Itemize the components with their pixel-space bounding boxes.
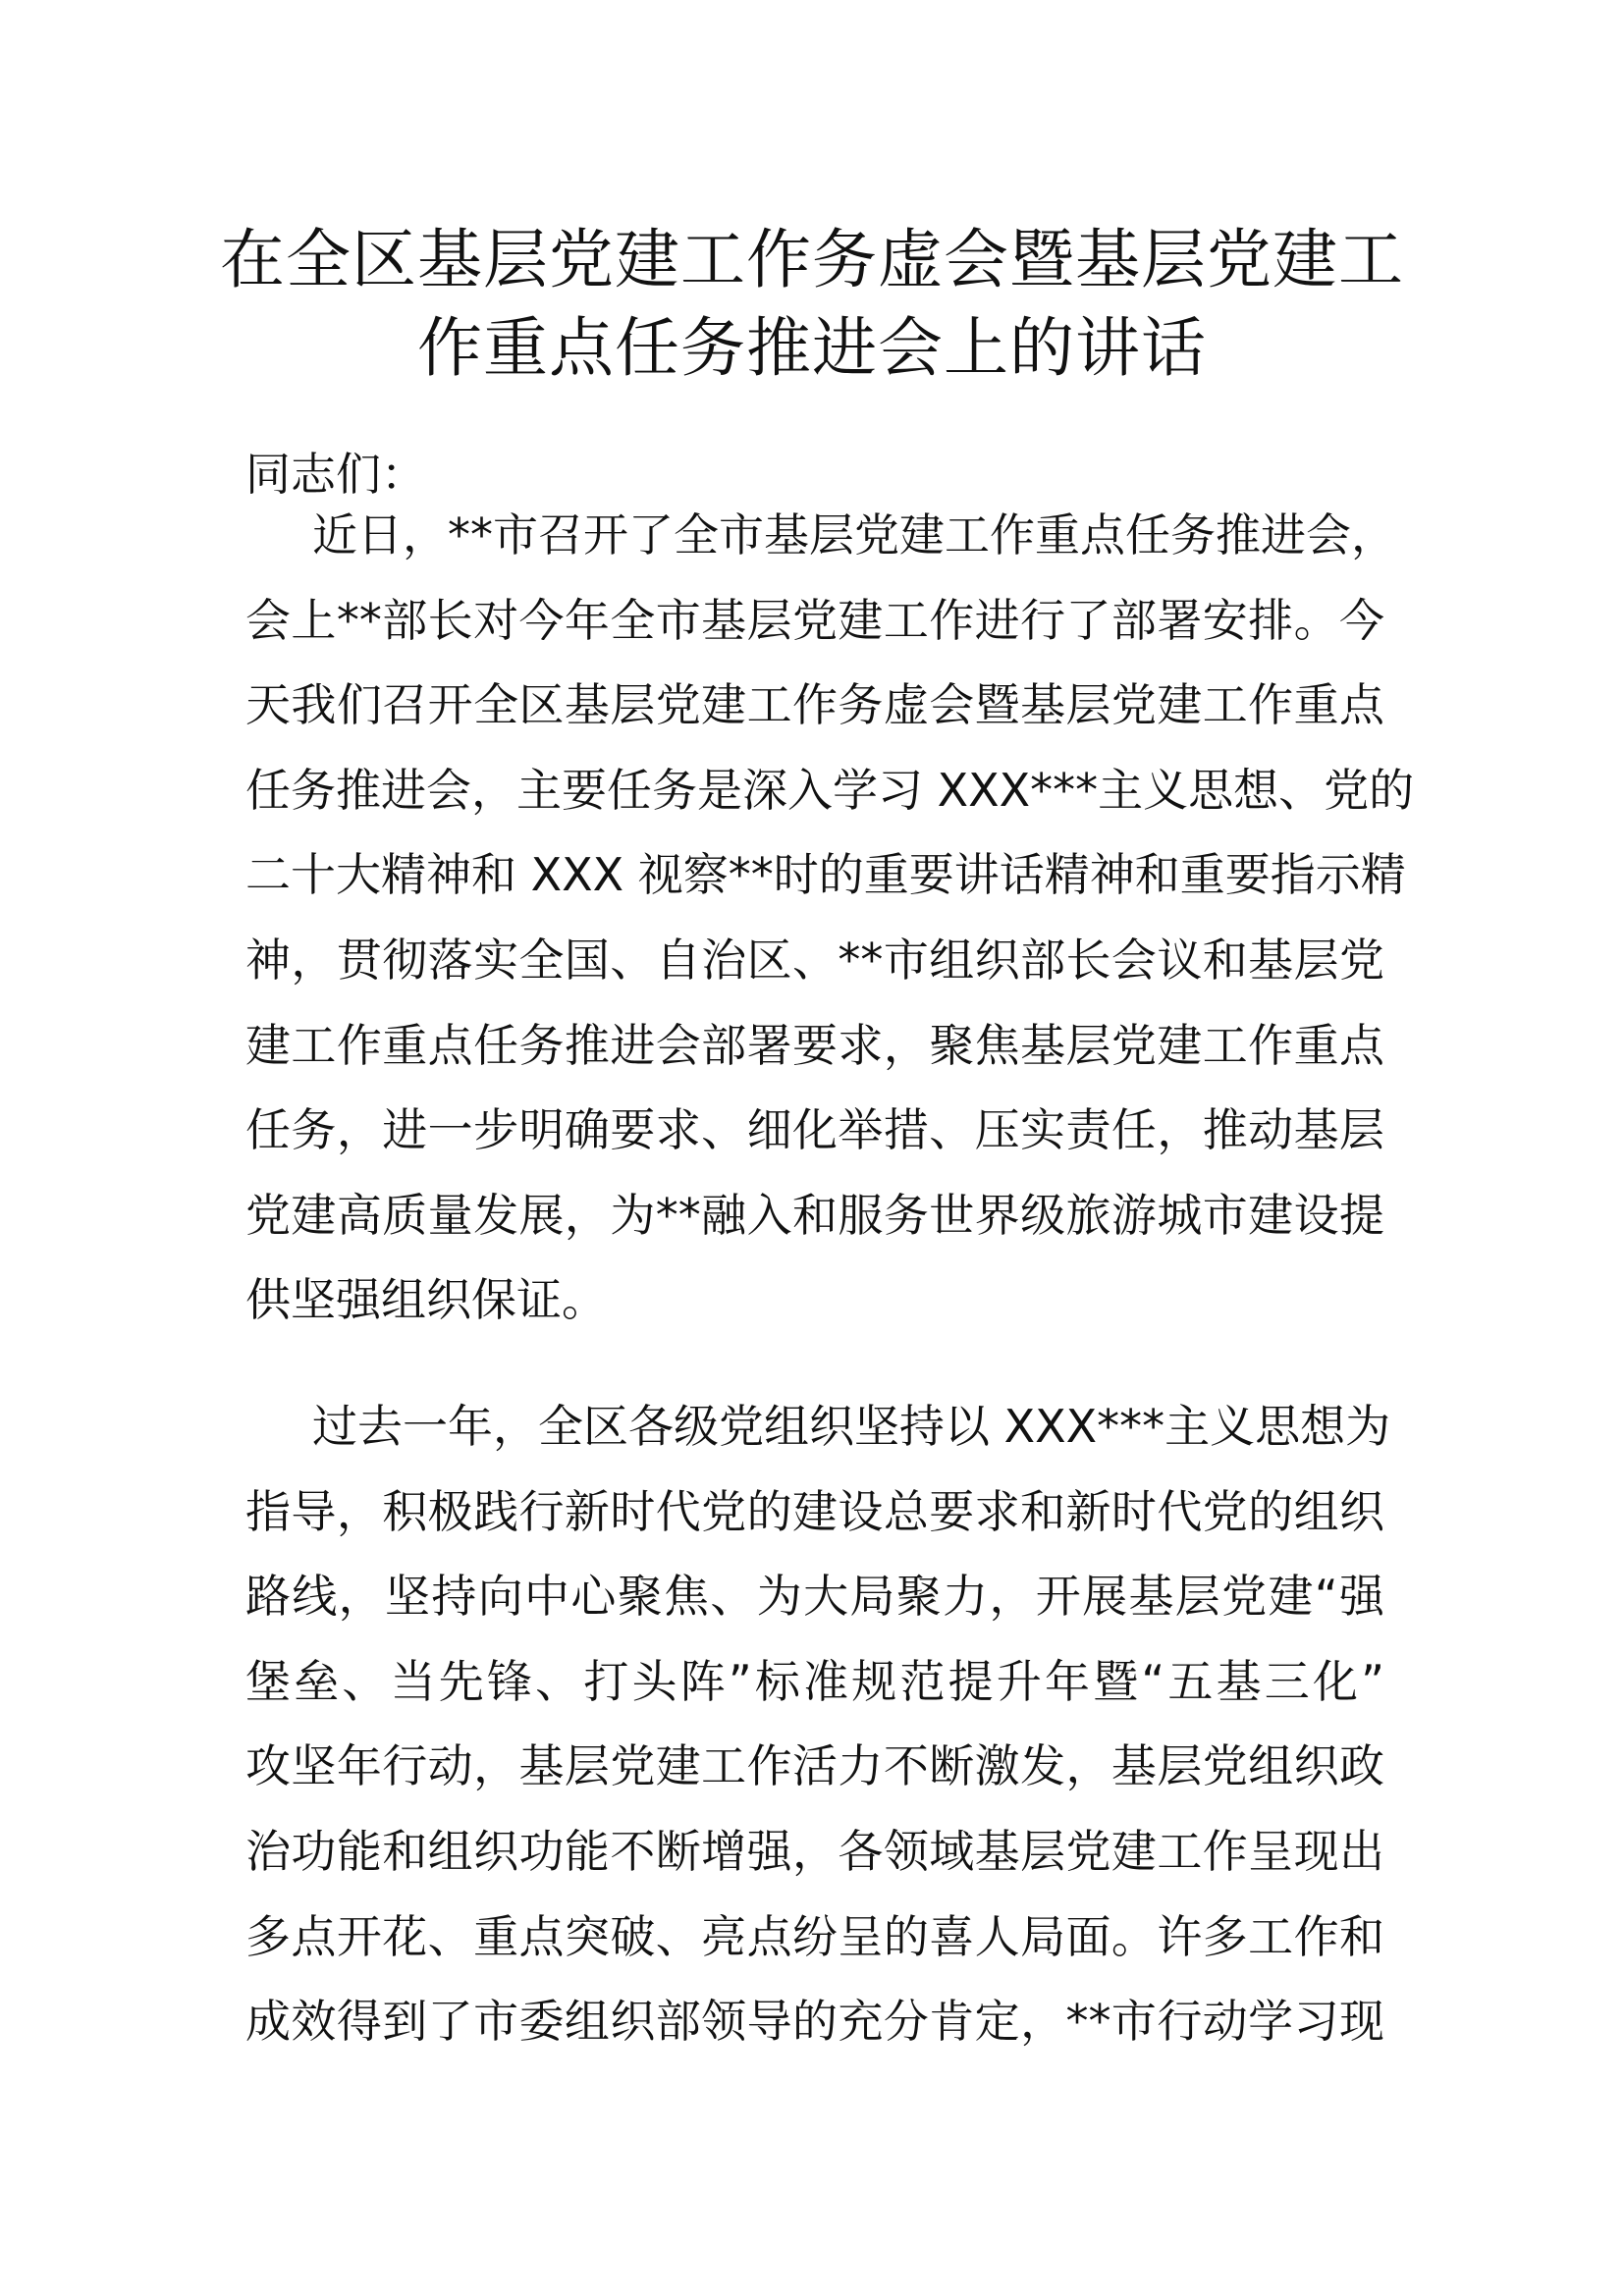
paragraph-line: 治功能和组织功能不断增强，各领域基层党建工作呈现出 (245, 1824, 1384, 1878)
paragraph-1 (245, 493, 1415, 1343)
title-line-1: 在全区基层党建工作务虚会暨基层党建工 (220, 222, 1404, 297)
paragraph-line: 党建高质量发展，为**融入和服务世界级旅游城市建设提 (245, 1188, 1384, 1242)
paragraph-line: 攻坚年行动，基层党建工作活力不断激发，基层党组织政 (245, 1739, 1384, 1793)
paragraph-line: 建工作重点任务推进会部署要求，聚焦基层党建工作重点 (245, 1018, 1384, 1072)
paragraph-line: 成效得到了市委组织部领导的充分肯定，**市行动学习现 (245, 1995, 1384, 2049)
paragraph-line: 供坚强组织保证。 (245, 1273, 607, 1327)
paragraph-line: 任务推进会，主要任务是深入学习 XXX***主义思想、党的 (245, 763, 1415, 817)
paragraph-line: 指导，积极践行新时代党的建设总要求和新时代党的组织 (245, 1484, 1384, 1538)
paragraph-line: 会上**部长对今年全市基层党建工作进行了部署安排。今 (245, 593, 1384, 647)
document-title (177, 216, 1447, 393)
paragraph-line: 二十大精神和 XXX 视察**时的重要讲话精神和重要指示精 (245, 848, 1406, 902)
paragraph-2 (245, 1384, 1391, 2064)
title-line-2: 作重点任务推进会上的讲话 (417, 310, 1207, 386)
paragraph-line: 神，贯彻落实全国、自治区、**市组织部长会议和基层党 (245, 933, 1384, 987)
paragraph-line: 过去一年，全区各级党组织坚持以 XXX***主义思想为 (312, 1400, 1391, 1453)
paragraph-line: 多点开花、重点突破、亮点纷呈的喜人局面。许多工作和 (245, 1909, 1384, 1963)
paragraph-line: 天我们召开全区基层党建工作务虚会暨基层党建工作重点 (245, 678, 1384, 732)
paragraph-line: 近日，**市召开了全市基层党建工作重点任务推进会， (312, 508, 1396, 561)
salutation: 同志们： (245, 448, 426, 501)
paragraph-line: 堡垒、当先锋、打头阵”标准规范提升年暨“五基三化” (245, 1654, 1384, 1708)
paragraph-line: 路线，坚持向中心聚焦、为大局聚力，开展基层党建“强 (245, 1570, 1384, 1624)
paragraph-line: 任务，进一步明确要求、细化举措、压实责任，推动基层 (245, 1103, 1384, 1157)
